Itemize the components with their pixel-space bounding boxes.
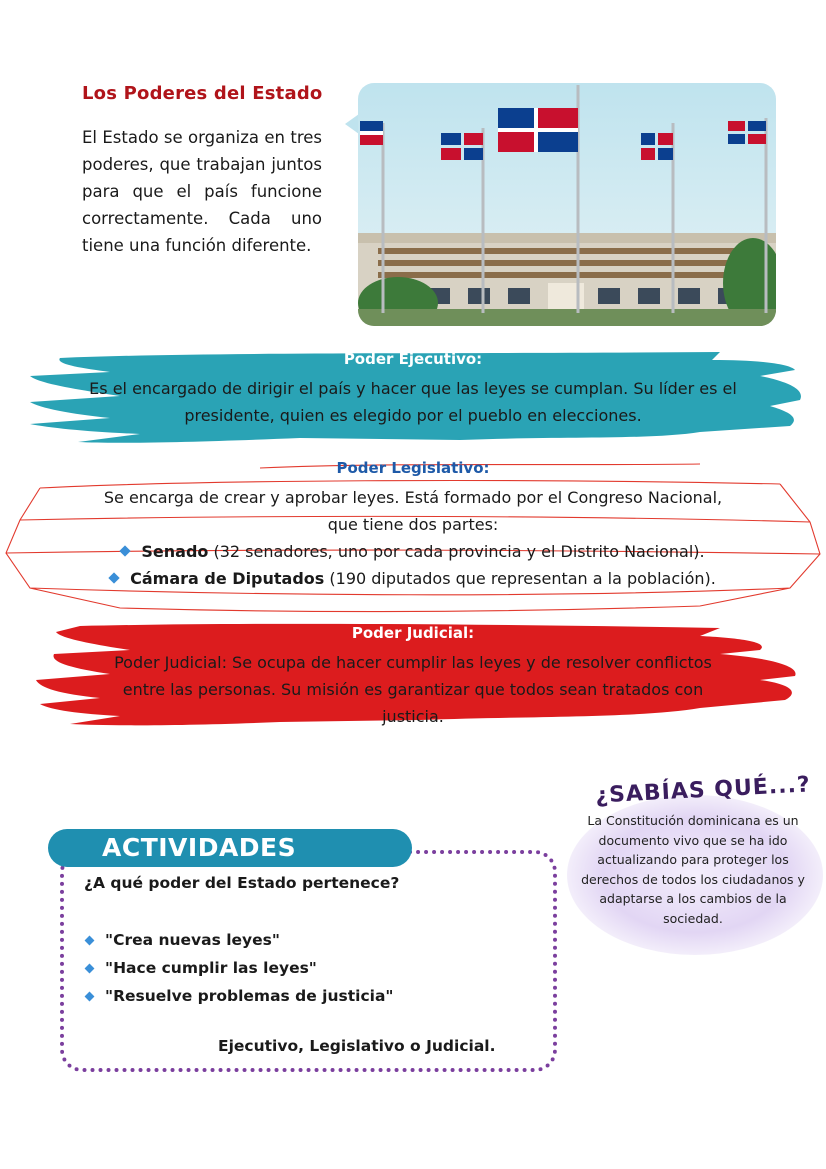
poder-legislativo-card (0, 458, 826, 618)
actividades-list (86, 926, 394, 1010)
senado-label: Senado (141, 542, 209, 561)
poder-legislativo-title: Poder Legislativo: (336, 459, 490, 477)
camara-item (0, 565, 826, 592)
intro-paragraph: El Estado se organiza en tres poderes, que trabajan juntos para que el país funcione correctamente. Cada uno tiene una función diferente. (82, 128, 322, 255)
sabias-que-title: ¿SABÍAS QUÉ...? (594, 772, 812, 809)
poder-ejecutivo-card (0, 348, 826, 458)
actividades-header: ACTIVIDADES (102, 833, 297, 862)
diamond-bullet-icon (85, 936, 95, 946)
senado-detail: (32 senadores, uno por cada provincia y el Distrito Nacional). (208, 542, 705, 561)
sabias-que-text: La Constitución dominicana es un documento vivo que se ha ido actualizando para proteger los derechos de todos los ciudadanos y adaptarse a los cambios de la sociedad. (581, 813, 805, 926)
national-palace-photo (358, 83, 776, 326)
actividades-question: ¿A qué poder del Estado pertenece? (84, 874, 400, 892)
actividades-answer-options: Ejecutivo, Legislativo o Judicial. (218, 1037, 496, 1055)
poder-ejecutivo-title: Poder Ejecutivo: (343, 350, 483, 368)
speech-tail-decoration (345, 114, 359, 134)
legislativo-line-2: que tiene dos partes: (327, 515, 499, 534)
camara-label: Cámara de Diputados (130, 569, 325, 588)
poder-legislativo-text (0, 484, 826, 592)
section-title: Los Poderes del Estado (82, 83, 323, 104)
senado-item (0, 538, 826, 565)
poder-judicial-text: Poder Judicial: Se ocupa de hacer cumplir las leyes y de resolver conflictos entre las personas. Su misión es garantizar que todos sean tratados con justicia. (114, 653, 712, 726)
diamond-bullet-icon (85, 992, 95, 1002)
legislativo-line-1: Se encarga de crear y aprobar leyes. Está formado por el Congreso Nacional, (103, 488, 723, 507)
poder-judicial-card (0, 622, 826, 742)
list-item: "Hace cumplir las leyes" (86, 954, 394, 982)
diamond-bullet-icon (120, 545, 131, 556)
list-item: "Resuelve problemas de justicia" (86, 982, 394, 1010)
diamond-bullet-icon (85, 964, 95, 974)
national-palace-with-flags-icon (358, 83, 776, 326)
poder-judicial-title: Poder Judicial: (351, 624, 475, 642)
poder-ejecutivo-text: Es el encargado de dirigir el país y hacer que las leyes se cumplan. Su líder es el presidente, quien es elegido por el pueblo en elecciones. (89, 379, 737, 425)
list-item: "Crea nuevas leyes" (86, 926, 394, 954)
diamond-bullet-icon (108, 572, 119, 583)
camara-detail: (190 diputados que representan a la población). (324, 569, 716, 588)
